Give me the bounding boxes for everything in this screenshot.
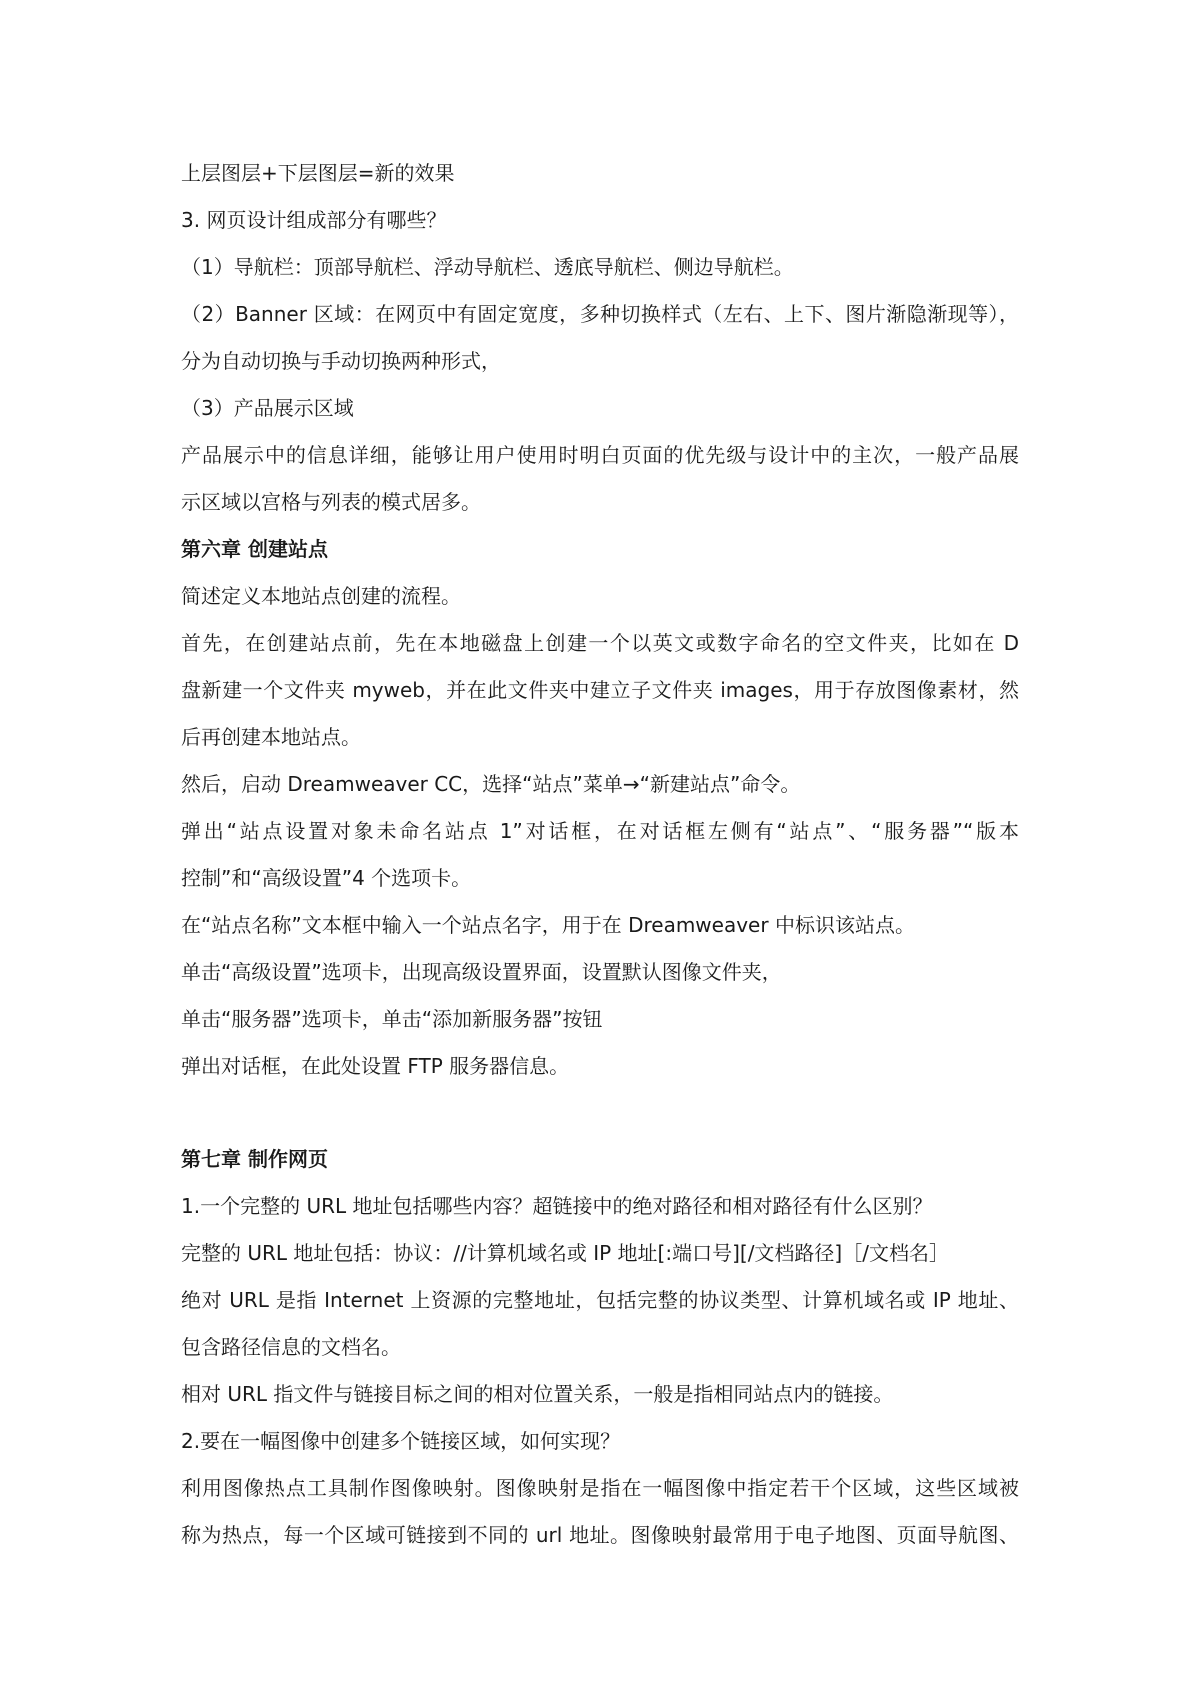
chapter-7-heading: 第七章 制作网页	[181, 1147, 328, 1171]
answer-product-desc-line-2: 示区域以宫格与列表的模式居多。	[181, 490, 481, 514]
chapter-6-step-1-line-2: 盘新建一个文件夹 myweb，并在此文件夹中建立子文件夹 images，用于存放图像素材，然	[181, 678, 1019, 702]
chapter-7-answer-absolute-line-1: 绝对 URL 是指 Internet 上资源的完整地址，包括完整的协议类型、计算机域名或 IP 地址、	[181, 1288, 1019, 1312]
chapter-7-answer-url-format: 完整的 URL 地址包括：协议：//计算机域名或 IP 地址[:端口号][/文档路径]［/文档名］	[181, 1241, 949, 1265]
chapter-6-step-1-line-1: 首先，在创建站点前，先在本地磁盘上创建一个以英文或数字命名的空文件夹，比如在 D	[181, 631, 1019, 655]
chapter-6-step-6: 单击“服务器”选项卡，单击“添加新服务器”按钮	[181, 1007, 603, 1031]
chapter-7-answer-image-map-line-2: 称为热点，每一个区域可链接到不同的 url 地址。图像映射最常用于电子地图、页面导航图、	[181, 1523, 1019, 1547]
chapter-7-question-2: 2.要在一幅图像中创建多个链接区域，如何实现？	[181, 1429, 621, 1453]
chapter-6-step-5: 单击“高级设置”选项卡，出现高级设置界面，设置默认图像文件夹，	[181, 960, 782, 984]
answer-navigation-bar: （1）导航栏：顶部导航栏、浮动导航栏、透底导航栏、侧边导航栏。	[181, 255, 794, 279]
chapter-7-question-1: 1.一个完整的 URL 地址包括哪些内容？超链接中的绝对路径和相对路径有什么区别？	[181, 1194, 933, 1218]
chapter-6-step-3-line-1: 弹出“站点设置对象未命名站点 1”对话框，在对话框左侧有“站点”、“服务器”“版本	[181, 819, 1019, 843]
chapter-6-question: 简述定义本地站点创建的流程。	[181, 584, 461, 608]
question-web-design-components: 3. 网页设计组成部分有哪些？	[181, 208, 447, 232]
answer-product-area: （3）产品展示区域	[181, 396, 354, 420]
answer-banner-line-2: 分为自动切换与手动切换两种形式，	[181, 349, 501, 373]
layer-blend-formula: 上层图层+下层图层=新的效果	[181, 161, 455, 185]
document-page	[181, 150, 1019, 1559]
chapter-6-step-7: 弹出对话框，在此处设置 FTP 服务器信息。	[181, 1054, 570, 1078]
chapter-7-answer-absolute-line-2: 包含路径信息的文档名。	[181, 1335, 401, 1359]
chapter-6-step-3-line-2: 控制”和“高级设置”4 个选项卡。	[181, 866, 472, 890]
chapter-6-step-4: 在“站点名称”文本框中输入一个站点名字，用于在 Dreamweaver 中标识该站点。	[181, 913, 915, 937]
chapter-6-heading: 第六章 创建站点	[181, 537, 328, 561]
chapter-7-answer-relative: 相对 URL 指文件与链接目标之间的相对位置关系，一般是指相同站点内的链接。	[181, 1382, 894, 1406]
chapter-7-answer-image-map-line-1: 利用图像热点工具制作图像映射。图像映射是指在一幅图像中指定若干个区域，这些区域被	[181, 1476, 1019, 1500]
answer-banner-line-1: （2）Banner 区域：在网页中有固定宽度，多种切换样式（左右、上下、图片渐隐渐现等），	[181, 302, 1019, 326]
chapter-6-step-2: 然后，启动 Dreamweaver CC，选择“站点”菜单→“新建站点”命令。	[181, 772, 801, 796]
section-spacer	[181, 1090, 1019, 1136]
answer-product-desc-line-1: 产品展示中的信息详细，能够让用户使用时明白页面的优先级与设计中的主次，一般产品展	[181, 443, 1019, 467]
chapter-6-step-1-line-3: 后再创建本地站点。	[181, 725, 361, 749]
